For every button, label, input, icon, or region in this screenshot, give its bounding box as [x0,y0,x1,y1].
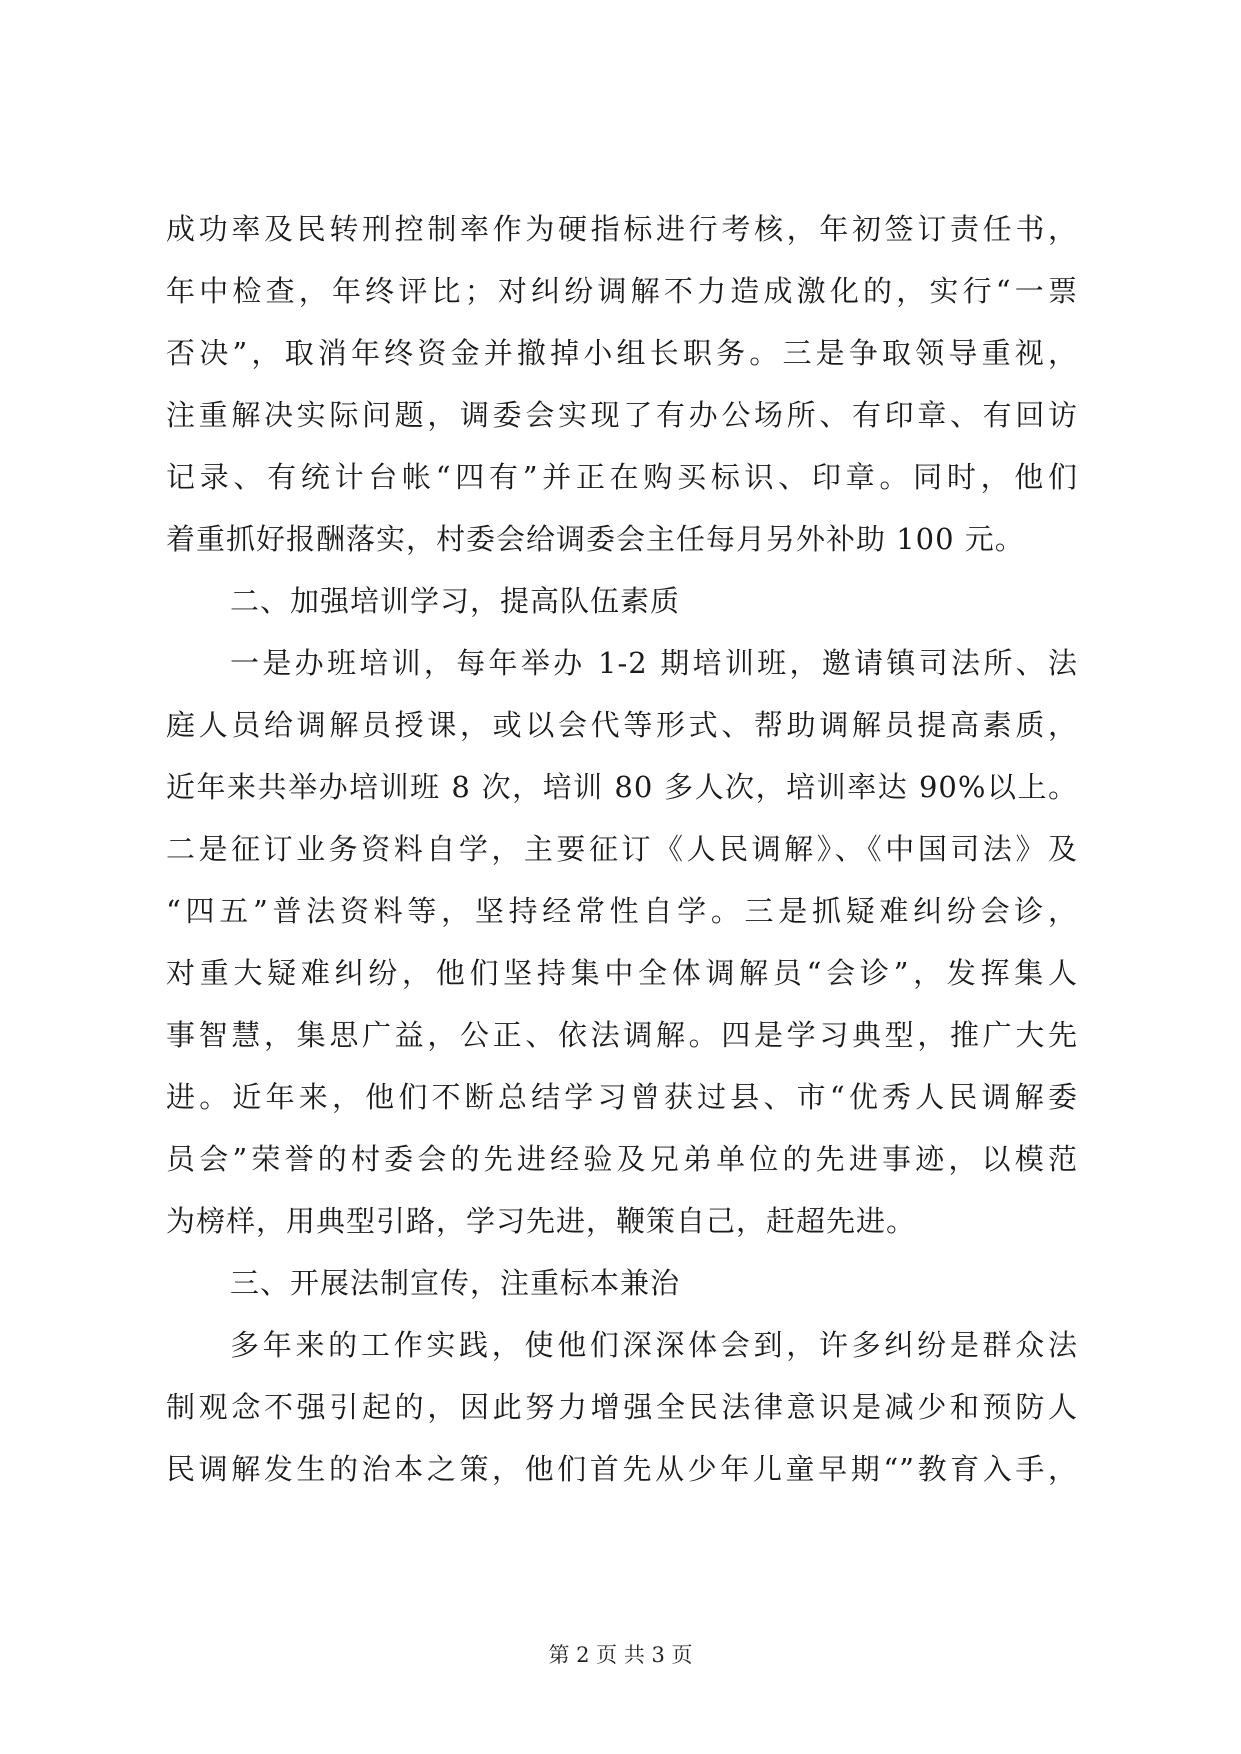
paragraph-line: “四五”普法资料等，坚持经常性自学。三是抓疑难纠纷会诊， [166,894,1078,928]
paragraph-line: 庭人员给调解员授课，或以会代等形式、帮助调解员提高素质， [166,708,1078,742]
paragraph-line: 对重大疑难纠纷，他们坚持集中全体调解员“会诊”，发挥集人 [166,956,1078,990]
paragraph-line: 否决”，取消年终资金并撤掉小组长职务。三是争取领导重视， [166,336,1078,370]
paragraph-line: 员会”荣誉的村委会的先进经验及兄弟单位的先进事迹，以模范 [166,1142,1078,1176]
page-number-footer: 第 2 页 共 3 页 [548,1643,693,1667]
paragraph-line: 民调解发生的治本之策，他们首先从少年儿童早期“”教育入手， [166,1452,1078,1486]
paragraph-line: 二是征订业务资料自学，主要征订《人民调解》、《中国司法》及 [166,832,1078,866]
paragraph-line: 事智慧，集思广益，公正、依法调解。四是学习典型，推广大先 [166,1018,1078,1052]
section-heading: 三、开展法制宣传，注重标本兼治 [230,1266,681,1300]
paragraph-line: 着重抓好报酬落实，村委会给调委会主任每月另外补助 100 元。 [166,522,1025,556]
paragraph-line: 成功率及民转刑控制率作为硬指标进行考核，年初签订责任书， [166,212,1078,246]
paragraph-line: 年中检查，年终评比；对纠纷调解不力造成激化的，实行“一票 [166,274,1078,308]
paragraph-line: 为榜样，用典型引路，学习先进，鞭策自己，赶超先进。 [166,1204,917,1238]
paragraph-line: 记录、有统计台帐“四有”并正在购买标识、印章。同时，他们 [166,460,1078,494]
paragraph-line: 多年来的工作实践，使他们深深体会到，许多纠纷是群众法 [230,1328,1078,1362]
paragraph-line: 近年来共举办培训班 8 次，培训 80 多人次，培训率达 90%以上。 [166,770,1078,804]
paragraph-line: 进。近年来，他们不断总结学习曾获过县、市“优秀人民调解委 [166,1080,1078,1114]
document-body [166,198,1078,1500]
paragraph-line: 一是办班培训，每年举办 1-2 期培训班，邀请镇司法所、法 [230,646,1078,680]
paragraph-line: 制观念不强引起的，因此努力增强全民法律意识是减少和预防人 [166,1390,1078,1424]
paragraph-line: 注重解决实际问题，调委会实现了有办公场所、有印章、有回访 [166,398,1078,432]
section-heading: 二、加强培训学习，提高队伍素质 [230,584,681,618]
